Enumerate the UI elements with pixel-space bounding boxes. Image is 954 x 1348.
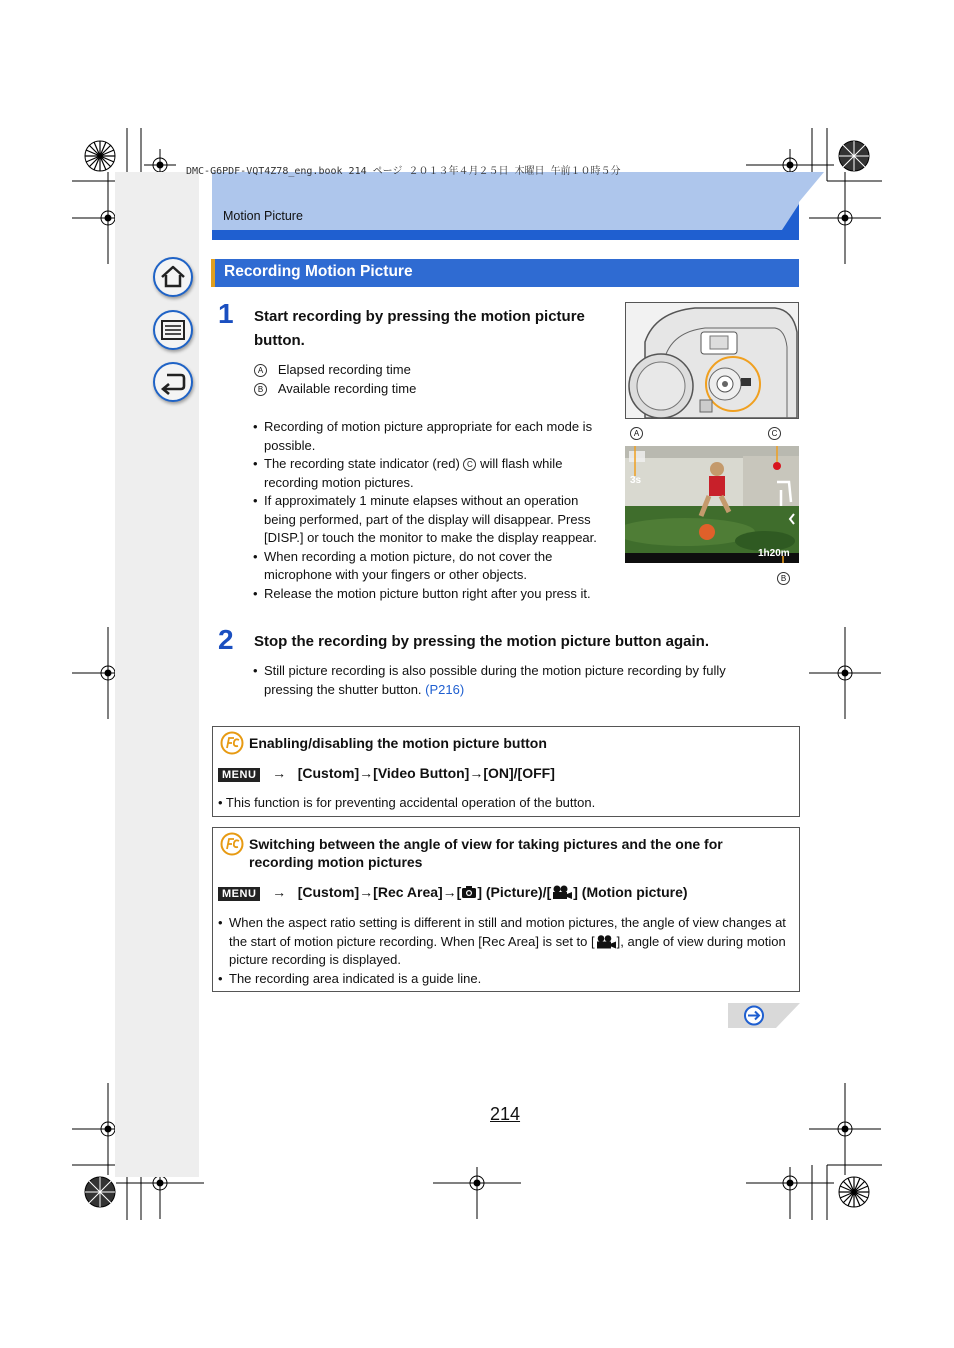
note-release-button: • Release the motion picture button right after you press it. — [253, 585, 613, 604]
home-icon — [155, 259, 191, 295]
step-1-title: Start recording by pressing the motion picture button. — [254, 308, 585, 349]
callout-c-marker-inline: C — [463, 458, 476, 471]
page-number: 214 — [490, 1104, 521, 1124]
back-button[interactable] — [153, 362, 193, 402]
box-2-title: Switching between the angle of view for taking pictures and the one for recording motion pictures — [249, 836, 723, 870]
note-aspect-ratio — [218, 914, 788, 970]
screen-label-a-text: A — [630, 427, 643, 440]
callout-a — [254, 361, 604, 380]
note-display-timeout: • If approximately 1 minute elapses without an operation being performed, part of the display will disappear. Press [DISP.] or touch the monitor to make the display reappear. — [253, 492, 613, 548]
chapter-header-band — [212, 172, 824, 240]
section-title: Recording Motion Picture — [224, 263, 413, 280]
note-indicator-text-end: will flash while recording motion pictures. — [264, 456, 563, 490]
note-aspect-text-end: ], angle of view during motion picture recording is displayed. — [229, 933, 786, 967]
callout-legend — [254, 361, 604, 398]
screen-label-c-text: C — [768, 427, 781, 440]
callout-a-marker: A — [254, 364, 267, 377]
menu-arrow: → — [272, 884, 287, 900]
note-indicator — [253, 455, 613, 492]
callout-a-text: Elapsed recording time — [277, 362, 411, 377]
rec-area-setting-box — [212, 827, 800, 992]
back-icon — [155, 364, 191, 400]
menu-tag: MENU — [218, 887, 260, 901]
camera-button-illustration — [625, 302, 799, 419]
video-button-setting-box — [212, 726, 800, 817]
movie-camera-icon — [741, 378, 751, 386]
movie-camera-icon — [551, 884, 573, 900]
note-guide-line: • The recording area indicated is a guide line. — [218, 970, 788, 989]
step-2-title: Stop the recording by pressing the motion picture button again. — [254, 633, 710, 650]
page-216-link[interactable]: (P216) — [425, 681, 465, 697]
camera-icon — [461, 885, 477, 899]
print-header-text: DMC-G6PDF-VQT4Z78_eng.book 214 ページ ２０１３年４月２５日 木曜日 午前１０時５分 — [186, 166, 621, 177]
section-title-bar — [211, 259, 799, 287]
menu-arrow: → — [272, 765, 287, 781]
custom-fc-icon — [220, 731, 244, 755]
screen-label-b-text: B — [777, 572, 790, 585]
recording-screen-photo — [625, 446, 799, 563]
screen-label-c — [768, 424, 781, 443]
elapsed-time-readout: 3s — [630, 475, 642, 486]
recording-indicator — [773, 462, 781, 470]
note-still-text: Still picture recording is also possible during the motion picture recording by fully pressing the shutter button. — [264, 663, 726, 697]
box-1-note: • This function is for preventing accidental operation of the button. — [218, 795, 596, 810]
remaining-time-readout: 1h20m — [758, 548, 790, 559]
movie-camera-icon — [595, 934, 617, 949]
box-2-path-start: [Custom]→[Rec Area]→[ — [297, 884, 462, 900]
callout-b — [254, 380, 604, 399]
note-microphone: • When recording a motion picture, do not cover the microphone with your fingers or other objects. — [253, 548, 613, 585]
contents-list-icon — [155, 312, 191, 348]
box-1-title: Enabling/disabling the motion picture button — [249, 735, 547, 751]
step-1-notes — [253, 418, 613, 603]
note-aspect-text-start: When the aspect ratio setting is different in still and motion pictures, the angle of view changes at the start of motion picture recording. When [Rec Area] is set to [ — [229, 915, 786, 949]
note-indicator-text-start: The recording state indicator (red) — [264, 456, 460, 471]
step-1-number: 1 — [218, 298, 234, 329]
step-2-notes — [253, 662, 773, 699]
note-modes: • Recording of motion picture appropriate for each mode is possible. — [253, 418, 613, 455]
box-2-menu-path — [218, 884, 688, 901]
callout-b-text: Available recording time — [277, 380, 417, 396]
step-2-number: 2 — [218, 624, 234, 655]
home-button[interactable] — [153, 257, 193, 297]
screen-label-b — [777, 569, 790, 588]
callout-b-marker: B — [254, 383, 267, 396]
custom-fc-icon — [220, 832, 244, 856]
box-2-notes — [218, 914, 788, 988]
chapter-label: Motion Picture — [223, 209, 303, 223]
box-2-path-end: ] (Motion picture) — [573, 884, 688, 900]
box-1-menu-path — [218, 765, 555, 782]
menu-tag: MENU — [218, 768, 260, 782]
note-still-during-video — [253, 662, 773, 699]
box-1-path: [Custom]→[Video Button]→[ON]/[OFF] — [297, 765, 555, 781]
screen-label-a — [630, 424, 643, 443]
next-page-button[interactable] — [728, 1003, 800, 1028]
contents-button[interactable] — [153, 310, 193, 350]
box-2-path-picture: ] (Picture)/[ — [477, 884, 552, 900]
